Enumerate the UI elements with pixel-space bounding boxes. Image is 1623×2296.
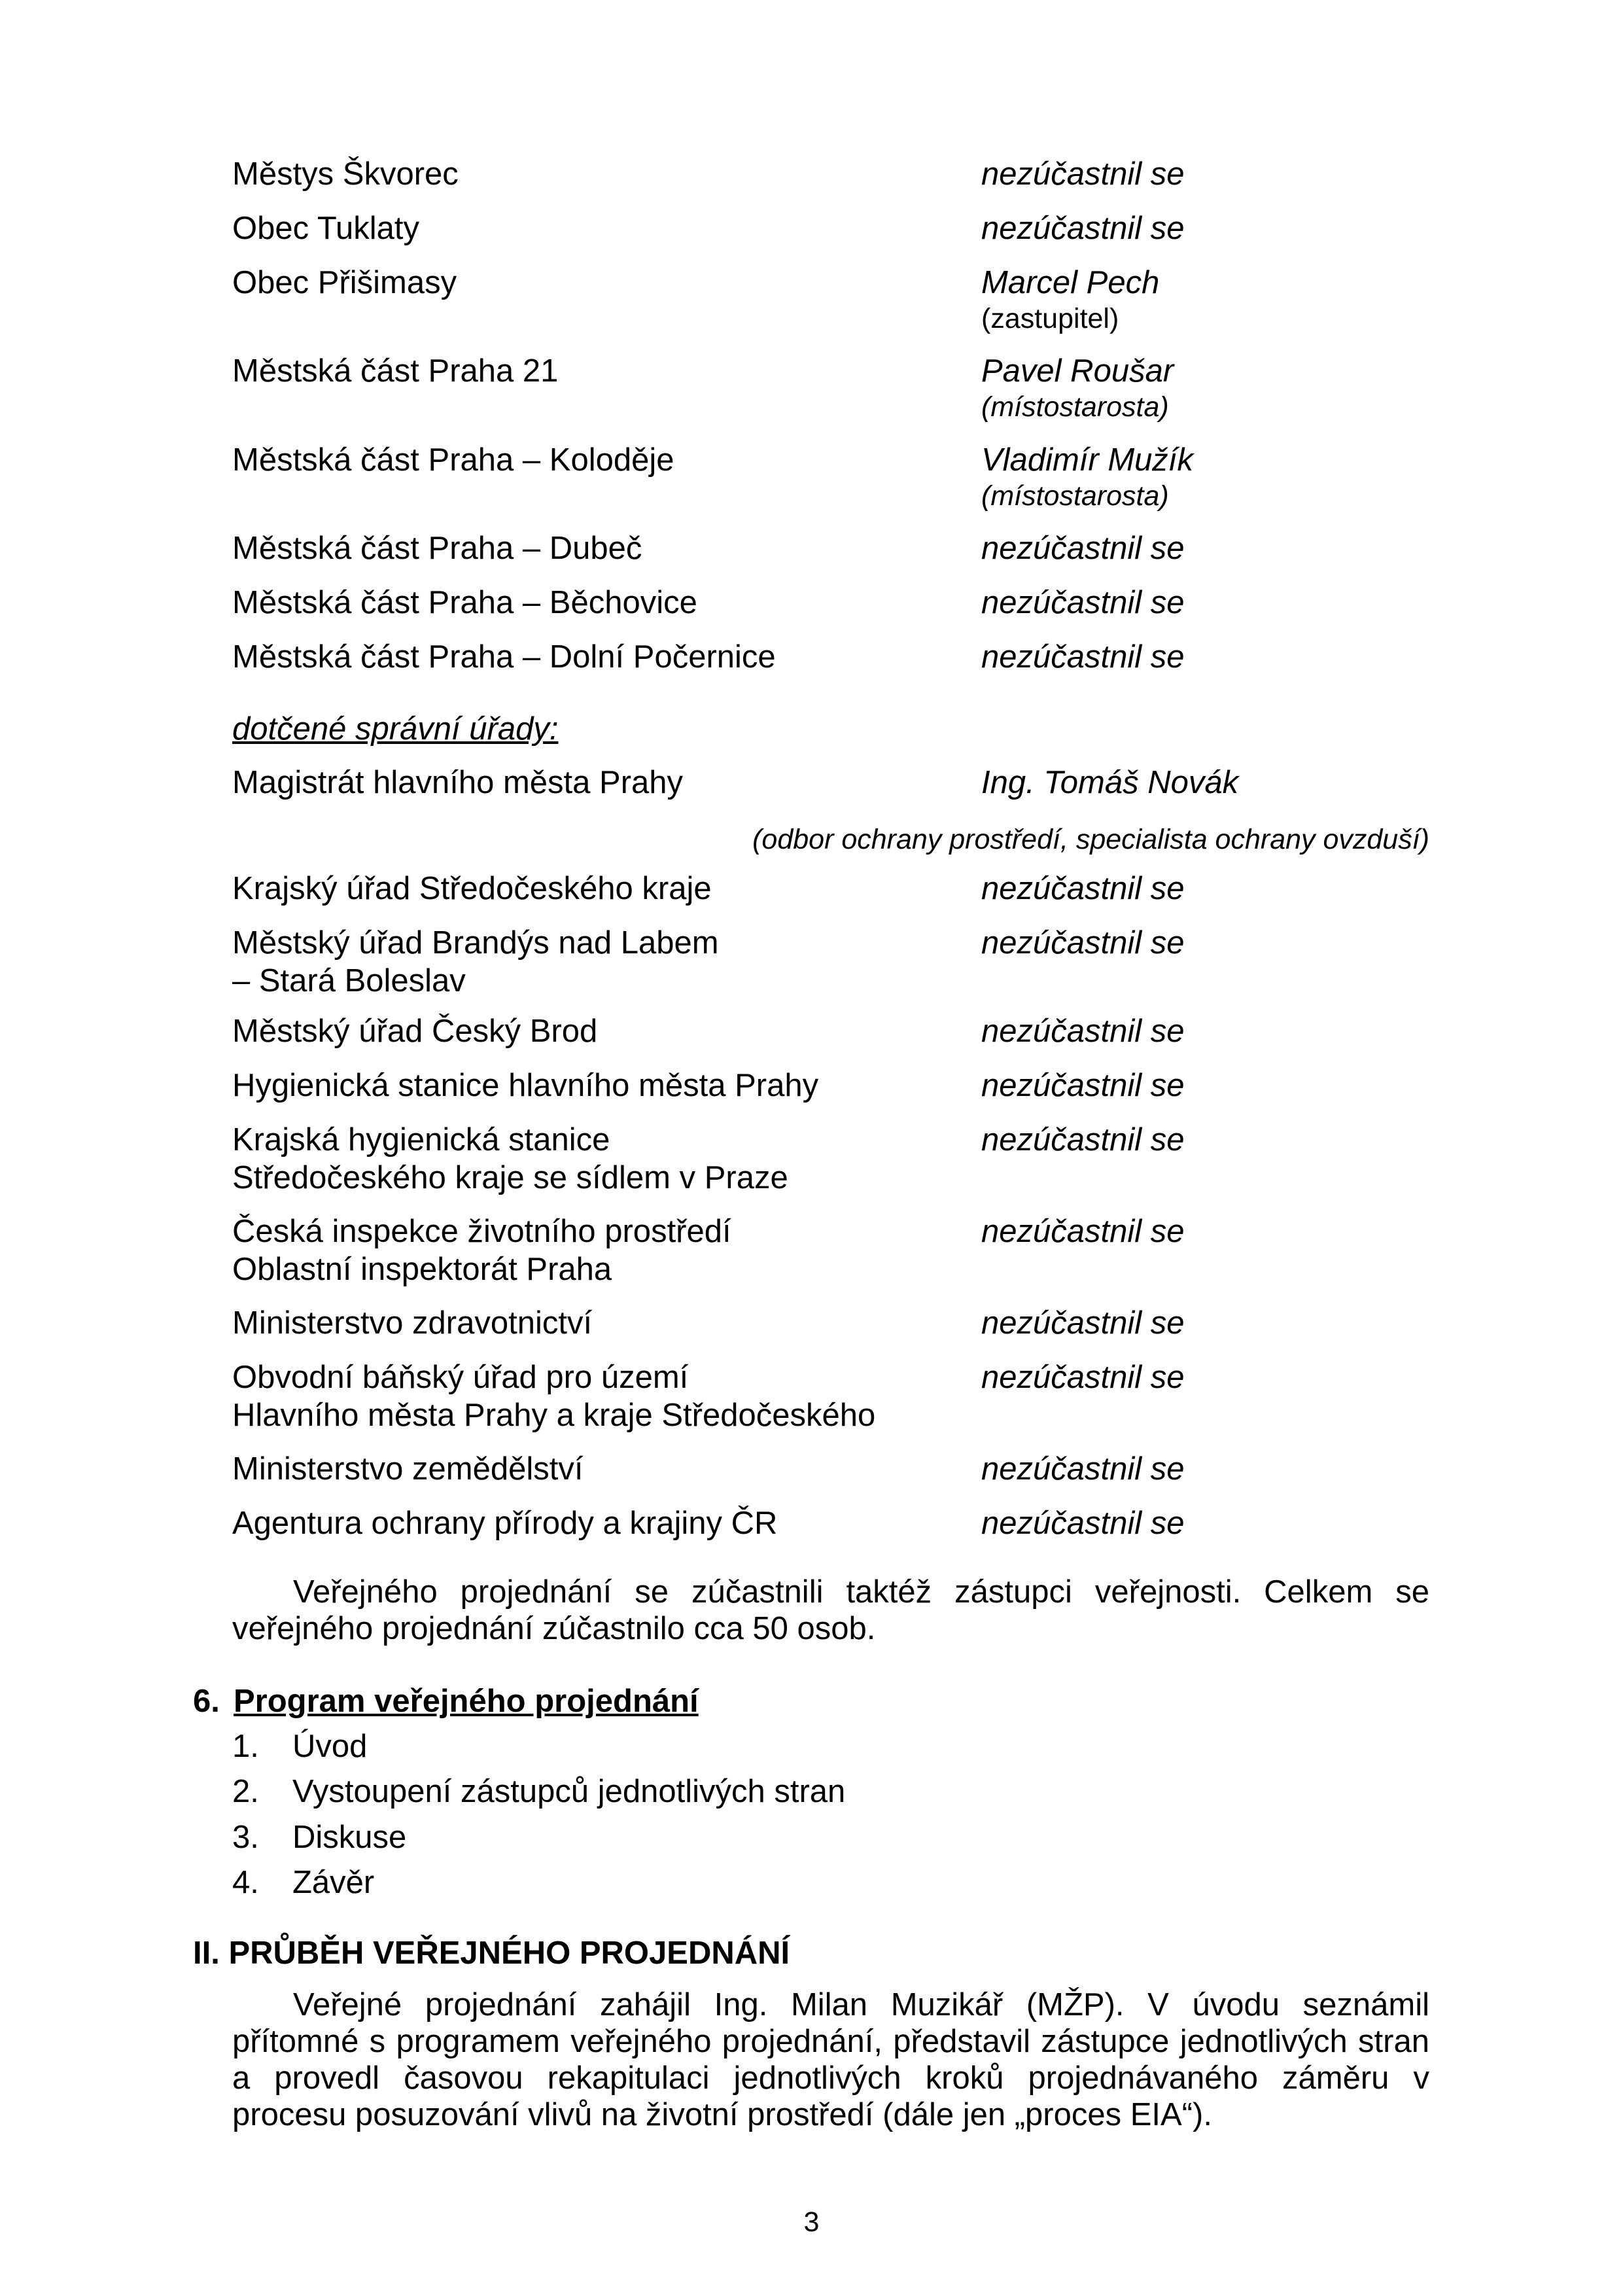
participant-name: Městská část Praha – Dubeč: [232, 531, 642, 566]
participant-name: Městská část Praha – Koloděje: [232, 442, 674, 478]
page-number: 3: [803, 2206, 820, 2238]
authority-name: Agentura ochrany přírody a krajiny ČR: [232, 1506, 778, 1541]
program-heading-title: Program veřejného projednání: [234, 1684, 699, 1719]
program-list-item: [232, 1773, 845, 1810]
authority-name: Ministerstvo zdravotnictví: [232, 1305, 593, 1341]
participant-role-note: (místostarosta): [981, 480, 1169, 512]
authority-name: Hygienická stanice hlavního města Prahy: [232, 1068, 819, 1103]
authority-status: nezúčastnil se: [981, 1214, 1185, 1249]
program-heading-number: 6.: [193, 1684, 220, 1719]
participant-name: Městská část Praha – Běchovice: [232, 585, 697, 620]
program-list-item: [232, 1727, 367, 1765]
authority-role-note: (odbor ochrany prostředí, specialista ochrany ovzduší): [752, 824, 1429, 855]
authority-name-line2: – Stará Boleslav: [232, 963, 466, 998]
authority-status: nezúčastnil se: [981, 1360, 1185, 1395]
authority-name: Magistrát hlavního města Prahy: [232, 765, 684, 800]
participant-name: Městská část Praha – Dolní Počernice: [232, 639, 776, 675]
program-item-text: Diskuse: [292, 1820, 407, 1855]
participant-role-note: (zastupitel): [981, 303, 1119, 334]
program-item-number: 3.: [232, 1820, 259, 1855]
section-ii-heading: II. PRŮBĚH VEŘEJNÉHO PROJEDNÁNÍ: [193, 1935, 790, 1971]
program-list-item: [232, 1818, 406, 1856]
authority-status: nezúčastnil se: [981, 1451, 1185, 1487]
participant-status: nezúčastnil se: [981, 211, 1185, 246]
authority-name: Ministerstvo zemědělství: [232, 1451, 584, 1487]
program-item-number: 4.: [232, 1865, 259, 1900]
public-attendance-paragraph: Veřejného projednání se zúčastnili taktéž zástupci veřejnosti. Celkem se veřejného projednání zúčastnilo cca 50 osob.: [232, 1574, 1429, 1646]
program-item-text: Závěr: [292, 1865, 375, 1900]
participant-status: nezúčastnil se: [981, 585, 1185, 620]
participant-status: Pavel Roušar: [981, 353, 1174, 389]
authority-status: nezúčastnil se: [981, 871, 1185, 906]
program-item-text: Vystoupení zástupců jednotlivých stran: [292, 1774, 846, 1809]
authority-status: nezúčastnil se: [981, 925, 1185, 961]
authority-status: nezúčastnil se: [981, 1014, 1185, 1049]
section-ii-paragraph: Veřejné projednání zahájil Ing. Milan Muzikář (MŽP). V úvodu seznámil přítomné s programem veřejného projednání, představil zástupce jednotlivých stran a provedl časovou rekapitulaci jednotlivých kroků projednávaného záměru v procesu posuzování vlivů na životní prostředí (dále jen „proces EIA“).: [232, 1987, 1429, 2132]
participant-status: Vladimír Mužík: [981, 442, 1194, 478]
participant-name: Městys Škvorec: [232, 156, 459, 192]
participant-status: nezúčastnil se: [981, 531, 1185, 566]
authority-name: Obvodní báňský úřad pro území: [232, 1360, 689, 1395]
participant-name: Obec Přišimasy: [232, 265, 457, 300]
authority-name-line2: Hlavního města Prahy a kraje Středočeského: [232, 1398, 876, 1433]
authority-status: nezúčastnil se: [981, 1068, 1185, 1103]
participant-status: nezúčastnil se: [981, 639, 1185, 675]
program-heading: [193, 1682, 699, 1720]
program-list-item: [232, 1863, 374, 1901]
authority-name: Městský úřad Český Brod: [232, 1014, 598, 1049]
authority-name-line2: Oblastní inspektorát Praha: [232, 1252, 612, 1287]
authority-status: nezúčastnil se: [981, 1305, 1185, 1341]
participant-status: Marcel Pech: [981, 265, 1160, 300]
program-item-number: 1.: [232, 1729, 259, 1764]
authority-name: Česká inspekce životního prostředí: [232, 1214, 731, 1249]
authority-status: Ing. Tomáš Novák: [981, 765, 1239, 800]
authority-status: nezúčastnil se: [981, 1122, 1185, 1157]
program-item-text: Úvod: [292, 1729, 368, 1764]
authority-name: Městský úřad Brandýs nad Labem: [232, 925, 719, 961]
program-item-number: 2.: [232, 1774, 259, 1809]
participant-role-note: (místostarosta): [981, 391, 1169, 423]
authority-name: Krajská hygienická stanice: [232, 1122, 610, 1157]
participant-status: nezúčastnil se: [981, 156, 1185, 192]
authority-name: Krajský úřad Středočeského kraje: [232, 871, 712, 906]
participant-name: Městská část Praha 21: [232, 353, 559, 389]
authority-name-line2: Středočeského kraje se sídlem v Praze: [232, 1160, 788, 1195]
participant-name: Obec Tuklaty: [232, 211, 419, 246]
authorities-heading: dotčené správní úřady:: [232, 711, 559, 747]
authority-status: nezúčastnil se: [981, 1506, 1185, 1541]
